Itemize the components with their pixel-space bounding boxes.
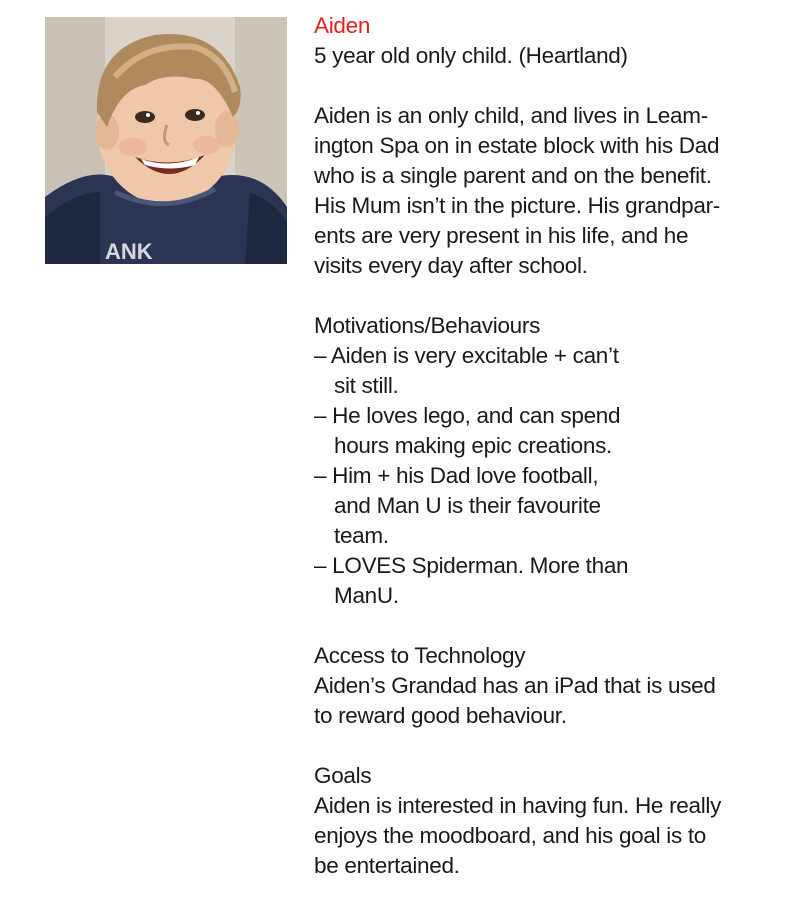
goals-line: Aiden is interested in having fun. He really — [314, 793, 722, 818]
bullet-continuation: team. — [334, 523, 389, 548]
section-heading: Goals — [314, 763, 372, 788]
bio-line: His Mum isn’t in the picture. His grandpar- — [314, 193, 720, 218]
bullet-line: – LOVES Spiderman. More than — [314, 553, 629, 578]
bio-line: ington Spa on in estate block with his Dad — [314, 133, 720, 158]
persona-tagline: 5 year old only child. (Heartland) — [314, 43, 628, 68]
bio-line: Aiden is an only child, and lives in Leam- — [314, 103, 708, 128]
svg-text:ANK: ANK — [105, 239, 153, 264]
goals-line: enjoys the moodboard, and his goal is to — [314, 823, 707, 848]
section-heading: Access to Technology — [314, 643, 526, 668]
technology-line: Aiden’s Grandad has an iPad that is used — [314, 673, 716, 698]
goals-line: be entertained. — [314, 853, 460, 878]
child-portrait-image — [45, 17, 287, 264]
bullet-line: – He loves lego, and can spend — [314, 403, 621, 428]
bullet-line: – Aiden is very excitable + can’t — [314, 343, 619, 368]
bio-line: ents are very present in his life, and he — [314, 223, 689, 248]
goals-section — [314, 761, 784, 881]
technology-line: to reward good behaviour. — [314, 703, 567, 728]
bullet-continuation: ManU. — [334, 583, 399, 608]
bullet-continuation: hours making epic creations. — [334, 433, 612, 458]
bio-line: visits every day after school. — [314, 253, 588, 278]
bullet-continuation: sit still. — [334, 373, 399, 398]
persona-name: Aiden — [314, 13, 371, 38]
bullet-continuation: and Man U is their favourite — [334, 493, 601, 518]
section-heading: Motivations/Behaviours — [314, 313, 541, 338]
bio-paragraph — [314, 101, 784, 281]
bullet-line: – Him + his Dad love football, — [314, 463, 599, 488]
motivations-section — [314, 311, 784, 611]
persona-text — [314, 11, 784, 881]
persona-photo — [45, 17, 287, 264]
technology-section — [314, 641, 784, 731]
bio-line: who is a single parent and on the benefit. — [314, 163, 712, 188]
